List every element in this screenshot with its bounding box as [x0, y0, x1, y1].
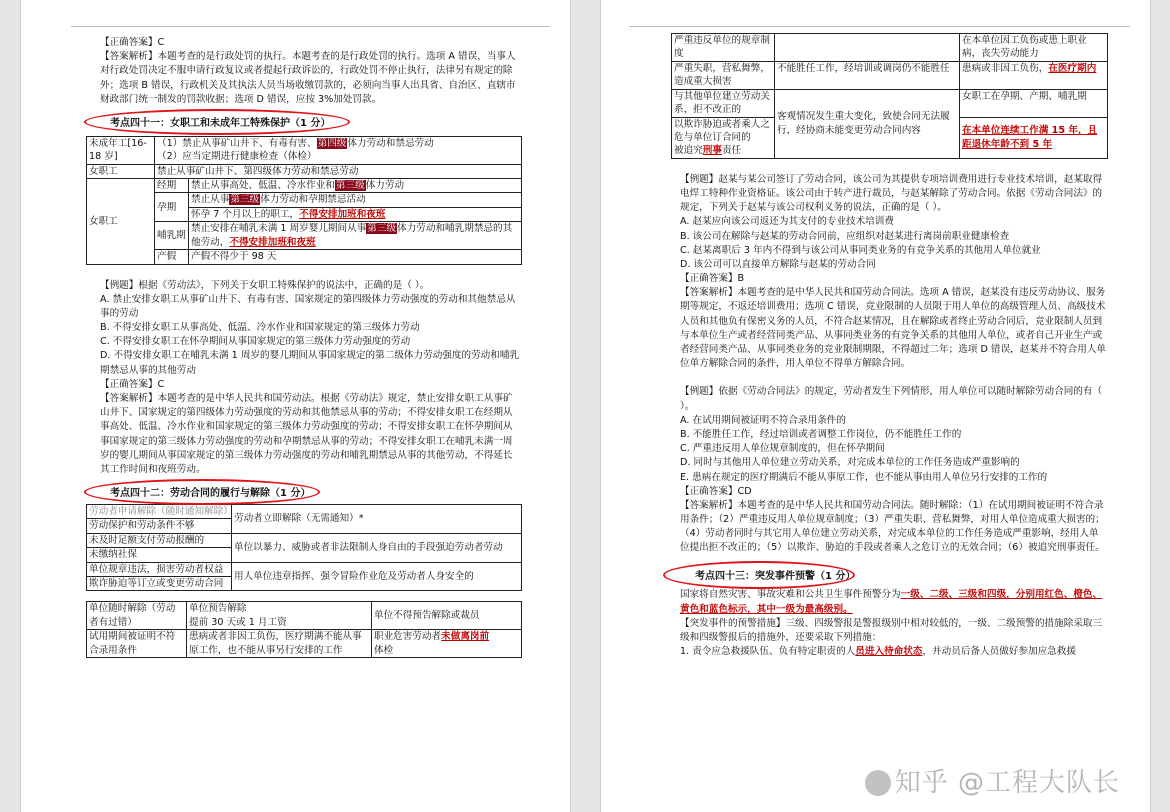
- option-item: D. 不得安排女职工在哺乳未满 1 周岁的婴儿期间从事国家规定的第二级体力劳动强度的劳动和哺乳期禁忌从事的其他劳动: [100, 350, 520, 376]
- right-page-content: [671, 36, 1108, 659]
- section-title: 考点四十二：劳动合同的履行与解除（1 分）: [110, 488, 311, 500]
- answer-explanation: 【答案解析】本题考查的是中华人民共和国劳动合同法。选项 A 错误，赵某没有违反劳动协议、服务期等规定，不返还培训费用；选项 C 错误，竞业限制的人员限于用人单位的高级管理人员、高级技术人员和其他负有保密义务的人员，不符合赵某情况，且在解除或者终止劳动合同后，竞业限制人员到与本单位生产或者经营同类产品、从事同类业务的有竞争关系的其他用人单位，或者自己开业生产或者经营同类产品、从事同类业务的竞业限制期限，不得超过二年；选项 D 错误，赵某并不符合用人单位单方解除合同的条件，用人单位不得单方解除合同。: [680, 287, 1107, 370]
- answer-label: 【正确答案】C: [100, 378, 165, 390]
- option-item: A. 赵某应向该公司返还为其支付的专业技术培训费: [680, 216, 894, 228]
- option-item: B. 不能胜任工作，经过培训或者调整工作岗位，仍不能胜任工作的: [680, 428, 962, 440]
- cell-occupational-hazard: 职业危害劳动者未做离岗前 体检: [372, 630, 522, 658]
- option-item: C. 严重违反用人单位规章制度的，但在怀孕期间: [680, 443, 885, 455]
- left-page-content: [86, 36, 522, 658]
- cell-immediate-termination: 劳动者立即解除（无需通知）*: [232, 504, 522, 533]
- cell-preg-label: 孕期: [155, 193, 189, 222]
- cell-probation: 试用期间被证明不符合录用条件: [87, 630, 187, 658]
- answer-label: 【正确答案】C: [100, 37, 165, 48]
- section-title: 考点四十三：突发事件预警（1 分）: [695, 570, 856, 582]
- cell-female-periods: 女职工在孕期、产期、哺乳期: [960, 89, 1108, 117]
- female-minor-protection-table: [86, 136, 522, 265]
- cell-major-change: 客观情况发生重大变化，致使合同无法履行，经协商未能变更劳动合同内容: [775, 89, 960, 158]
- watermark: 知乎 @工程大队长: [865, 764, 1120, 802]
- left-page: [20, 0, 571, 812]
- cell-dual-employment: 与其他单位建立劳动关系，拒不改正的: [672, 89, 775, 117]
- contract-termination-table: [86, 504, 522, 592]
- cell-incompetent: 不能胜任工作，经培训或调岗仍不能胜任: [775, 61, 960, 89]
- example-options: [671, 414, 1108, 485]
- zhihu-logo-icon: [865, 770, 891, 796]
- red-oval-mark: [84, 109, 350, 135]
- cell-violate-rules: 严重违反单位的规章制度: [672, 34, 775, 62]
- cell-preg-text-1: 禁止从事第三级体力劳动和孕期禁忌活动: [189, 193, 522, 207]
- warning-levels-text: 国家将自然灾害、事故灾难和公共卫生事件预警分为一级、二级、三级和四级，分别用红色、橙色、黄色和蓝色标示，其中一级为最高级别。: [680, 589, 1103, 615]
- option-item: D. 同时与其他用人单位建立劳动关系，对完成本单位的工作任务造成严重影响的: [680, 457, 1020, 469]
- option-item: A. 禁止安排女职工从事矿山井下、有毒有害、国家规定的第四级体力劳动强度的劳动和其他禁忌从事的劳动: [100, 293, 516, 319]
- cell-illegal-rules: 单位规章违法，损害劳动者权益: [87, 562, 232, 576]
- cell-female2-label: 女职工: [87, 179, 155, 265]
- cell-forced-labor: 单位以暴力、威胁或者非法限制人身自由的手段强迫劳动者劳动: [232, 533, 522, 562]
- option-item: C. 不得安排女职工在怀孕期间从事国家规定的第三级体力劳动强度的劳动: [100, 336, 411, 348]
- example-question: 【例题】依据《劳动合同法》的规定，劳动者发生下列情形，用人单位可以随时解除劳动合同的有（ ）。: [680, 386, 1103, 412]
- page-top-rule: [629, 26, 1130, 27]
- answer-explanation: 【答案解析】本题考查的是中华人民共和国劳动法。根据《劳动法》规定，禁止安排女职工从事矿山井下、国家规定的第四级体力劳动强度的劳动和其他禁忌从事的劳动；不得安排女职工在经期从事高处、低温、冷水作业和国家规定的第三级体力劳动强度的劳动；不得安排女职工在怀孕期间从事国家规定的第三级体力劳动强度的劳动和孕期禁忌从事的劳动；不得安排女职工在哺乳未满一周岁的婴儿期间从事国家规定的第三级体力劳动强度的劳动和哺乳期禁忌从事的其他劳动，不得延长其工作时间和夜班劳动。: [100, 393, 513, 475]
- option-item: D. 该公司可以直接单方解除与赵某的劳动合同: [680, 258, 876, 270]
- cell-fraud-criminal: 以欺诈胁迫或者乘人之危与单位订合同的 被追究刑事责任: [672, 117, 775, 158]
- cell-unpaid-wages: 未及时足额支付劳动报酬的: [87, 533, 232, 547]
- cell-labor-conditions: 劳动保护和劳动条件不够: [87, 519, 232, 533]
- termination-comparison-table: [671, 33, 1108, 159]
- example-question: 【例题】赵某与某公司签订了劳动合同，该公司为其提供专项培训费用进行专业技术培训，赵某取得电焊工特种作业资格证。该公司由于转产进行裁员，与赵某解除了劳动合同。依据《劳动合同法》的规定，下列关于赵某与该公司权利义务的说法，正确的是（ ）。: [680, 173, 1103, 214]
- cell-preg-text-2: 怀孕 7 个月以上的职工，不得安排加班和夜班: [189, 207, 522, 221]
- cell-female-label: 女职工: [87, 164, 155, 178]
- answer-label: 【正确答案】CD: [680, 485, 752, 497]
- example-options: [671, 215, 1108, 272]
- answer-label: 【正确答案】B: [680, 273, 745, 285]
- cell-work-injury: 在本单位因工负伤或患上职业病，丧失劳动能力: [960, 34, 1108, 62]
- red-oval-mark: [84, 479, 320, 505]
- option-item: A. 在试用期间被证明不符合录用条件的: [680, 414, 846, 426]
- cell-unsafe-order: 用人单位违章指挥、强令冒险作业危及劳动者人身安全的: [232, 562, 522, 591]
- unit-termination-table: [86, 601, 522, 658]
- section-heading-42: [86, 477, 522, 506]
- right-page: [600, 0, 1151, 812]
- cell-medical-period: 患病或非因工负伤，在医疗期内: [960, 61, 1108, 89]
- cell-fraud-contract: 欺诈胁迫等订立或变更劳动合同: [87, 577, 232, 591]
- warning-measures-text: 【突发事件的预警措施】三级、四级警报是警报级别中相对较低的，一级、二级预警的措施除采取三级和四级警报后的措施外，还要采取下列措施：: [680, 617, 1103, 644]
- cell-nurse-label: 哺乳期: [155, 222, 189, 250]
- cell-maternity-label: 产假: [155, 250, 189, 264]
- answer-explanation: 【答案解析】本题考查的是中华人民共和国劳动合同法。随时解除：（1）在试用期间被证明不符合录用条件；（2）严重违反用人单位规章制度；（3）严重失职、营私舞弊，对用人单位造成重大损害的；（4）劳动者同时与其它用人单位建立劳动关系，对完成本单位的工作任务造成严重影响，经用人单位提出拒不改正的；（5）以欺诈、胁迫的手段或者乘人之危订立的无效合同；（6）被追究刑事责任。: [680, 499, 1105, 554]
- cell-header-notice: 单位预告解除 提前 30 天或 1 月工资: [187, 602, 372, 630]
- red-oval-mark: [663, 561, 855, 589]
- cell-minor-label: 未成年工[16-18 岁]: [87, 136, 155, 164]
- cell-header-any-time: 单位随时解除（劳动者有过错）: [87, 602, 187, 630]
- example-question: 【例题】根据《劳动法》，下列关于女职工特殊保护的说法中，正确的是（ ）。: [100, 279, 430, 291]
- cell-header-prohibited: 单位不得预告解除或裁员: [372, 602, 522, 630]
- cell-serious-neglect: 严重失职，营私舞弊，造成重大损害: [672, 61, 775, 89]
- option-item: B. 该公司在解除与赵某的劳动合同前，应组织对赵某进行离岗前职业健康检查: [680, 230, 1010, 242]
- cell-minor-rule-1: （1）禁止从事矿山井下、有毒有害、第四级体力劳动和禁忌劳动: [155, 136, 522, 150]
- answer-explanation: 【答案解析】本题考查的是行政处罚的执行。本题考查的是行政处罚的执行。选项 A 错误，当事人对行政处罚决定不服申请行政复议或者提起行政诉讼的，行政处罚不停止执行，法律另有规定的除外；选项 B 错误，行政机关及其执法人员当场收缴罚款的，必须向当事人出具省、自治区、直辖市财政部门统一制发的罚款收据；选项 D 错误，应按 3%加处罚款。: [100, 51, 516, 105]
- cell-female-text: 禁止从事矿山井下、第四级体力劳动和禁忌劳动: [155, 164, 522, 178]
- cell-period-text: 禁止从事高处、低温、冷水作业和第三级体力劳动: [189, 179, 522, 193]
- section-heading-43: [671, 556, 1108, 589]
- cell-empty: [775, 34, 960, 62]
- cell-employee-termination: 劳动者申请解除（随时通知解除）: [87, 504, 232, 518]
- cell-illness: 患病或者非因工负伤，医疗期满不能从事原工作，也不能从事另行安排的工作: [187, 630, 372, 658]
- section-heading-41: [86, 107, 522, 136]
- cell-long-service: 在本单位连续工作满 15 年，且距退休年龄不到 5 年: [960, 117, 1108, 158]
- cell-period-label: 经期: [155, 179, 189, 193]
- cell-nurse-text: 禁止安排在哺乳未满 1 周岁婴儿期间从事第三级体力劳动和哺乳期禁忌的其他劳动，不得安排加班和夜班: [189, 222, 522, 250]
- cell-minor-rule-2: （2）应当定期进行健康检查（体检）: [155, 150, 522, 164]
- example-options: [86, 293, 522, 378]
- warning-measure-1: 1. 责令应急救援队伍、负有特定职责的人员进入待命状态，并动员后备人员做好参加应急救援: [680, 646, 1076, 658]
- section-title: 考点四十一：女职工和未成年工特殊保护（1 分）: [110, 117, 331, 129]
- cell-maternity-text: 产假不得少于 98 天: [189, 250, 522, 264]
- cell-no-insurance: 未缴纳社保: [87, 548, 232, 562]
- option-item: B. 不得安排女职工从事高处、低温、冷水作业和国家规定的第三级体力劳动: [100, 322, 420, 334]
- option-item: E. 患病在规定的医疗期满后不能从事原工作，也不能从事由用人单位另行安排的工作的: [680, 471, 1048, 483]
- page-top-rule: [71, 26, 550, 27]
- option-item: C. 赵某离职后 3 年内不得到与该公司从事同类业务的有竞争关系的其他用人单位就业: [680, 244, 1041, 256]
